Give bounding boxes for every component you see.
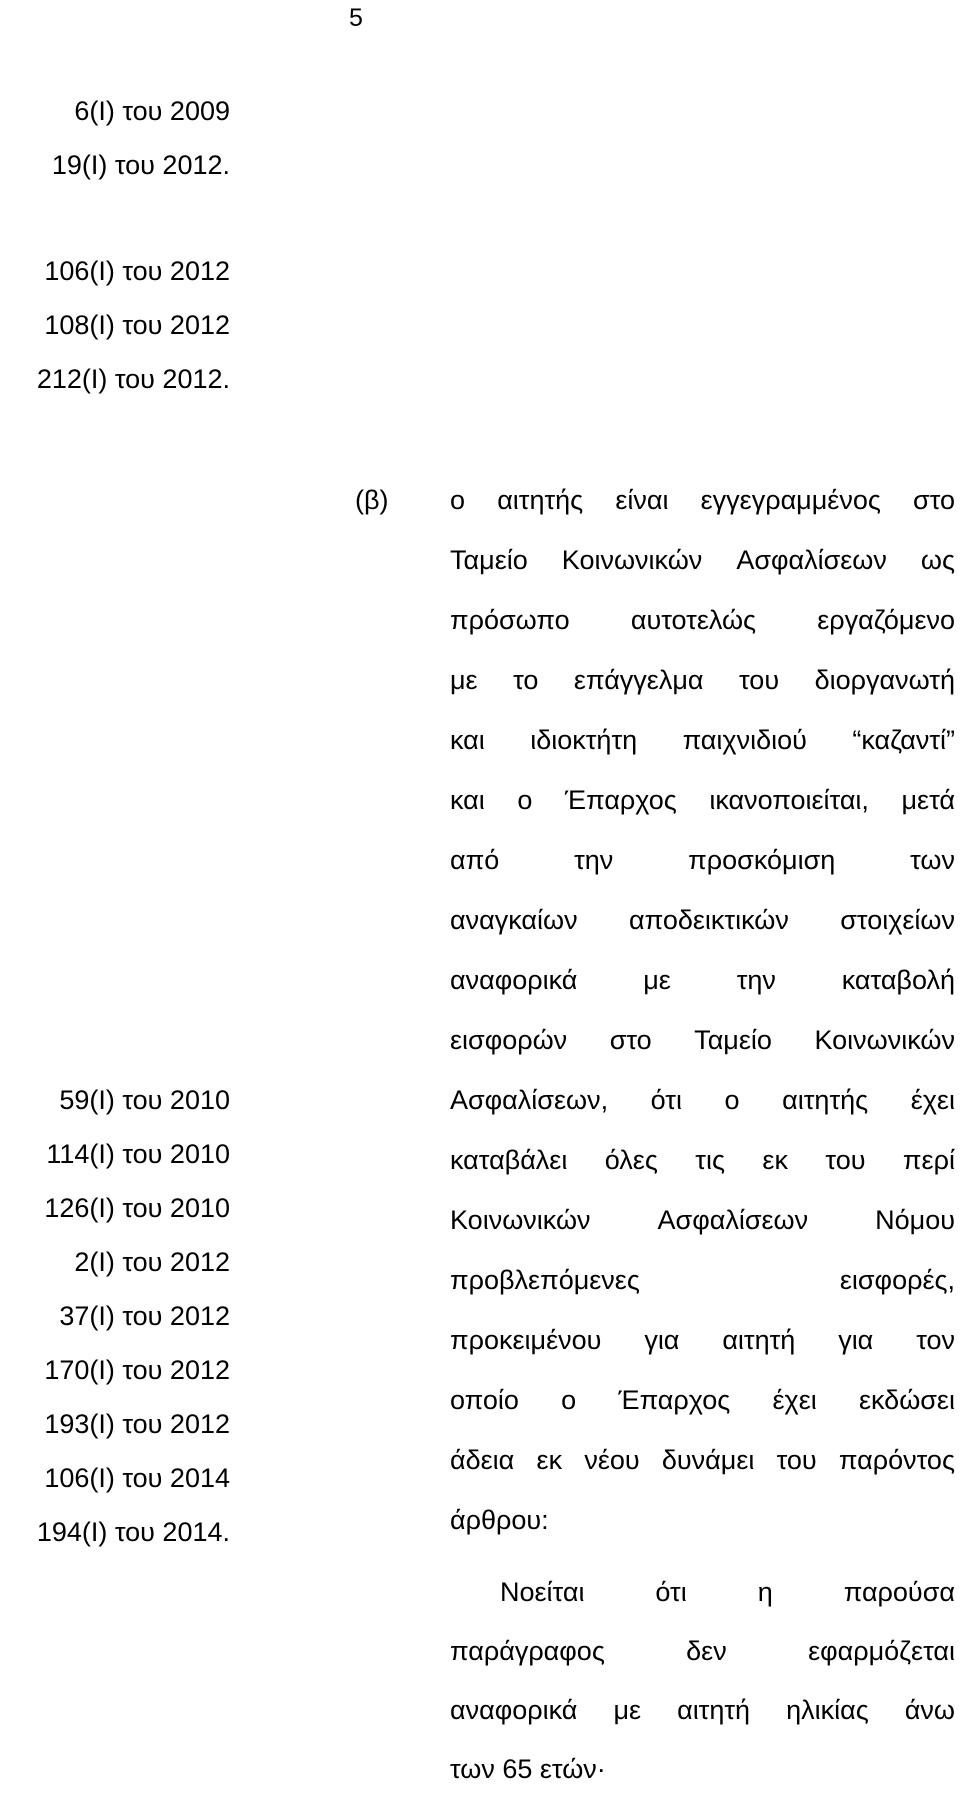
law-reference: 108(I) του 2012: [44, 310, 230, 340]
text-line: πρόσωπο αυτοτελώς εργαζόμενο: [450, 605, 955, 635]
law-reference: 170(I) του 2012: [44, 1355, 230, 1385]
law-reference: 106(I) του 2012: [44, 256, 230, 286]
law-reference: 193(I) του 2012: [44, 1409, 230, 1439]
law-reference: 2(I) του 2012: [74, 1247, 230, 1277]
text-line: Ταμείο Κοινωνικών Ασφαλίσεων ως: [450, 545, 955, 575]
law-reference: 126(I) του 2010: [44, 1193, 230, 1223]
text-line: οποίο ο Έπαρχος έχει εκδώσει: [450, 1385, 955, 1415]
paragraph-label: (β): [355, 485, 389, 515]
law-reference: 212(I) του 2012.: [36, 364, 230, 394]
text-line: εισφορών στο Ταμείο Κοινωνικών: [450, 1025, 955, 1055]
text-line: προβλεπόμενες εισφορές,: [450, 1265, 955, 1295]
margin-references-bottom: [0, 1073, 230, 1559]
text-line: άρθρου:: [450, 1505, 549, 1535]
text-line: αναφορικά με την καταβολή: [450, 965, 955, 995]
text-line: παράγραφος δεν εφαρμόζεται: [450, 1636, 955, 1666]
law-reference: 19(I) του 2012.: [51, 150, 230, 180]
text-line: Νοείται ότι η παρούσα: [500, 1577, 955, 1607]
proviso-text: [450, 1563, 955, 1799]
page-number: 5: [349, 4, 363, 32]
text-line: προκειμένου για αιτητή για τον: [450, 1325, 955, 1355]
text-line: και ο Έπαρχος ικανοποιείται, μετά: [450, 785, 955, 815]
text-line: αναγκαίων αποδεικτικών στοιχείων: [450, 905, 955, 935]
law-reference: 114(I) του 2010: [46, 1139, 230, 1169]
text-line: των 65 ετών·: [450, 1754, 606, 1784]
law-reference: 106(I) του 2014: [44, 1463, 230, 1493]
margin-references-middle: [0, 244, 230, 406]
text-line: και ιδιοκτήτη παιχνιδιού “καζαντί”: [450, 725, 955, 755]
text-line: αναφορικά με αιτητή ηλικίας άνω: [450, 1695, 955, 1725]
law-reference: 37(I) του 2012: [59, 1301, 230, 1331]
text-line: καταβάλει όλες τις εκ του περί: [450, 1145, 955, 1175]
law-reference: 6(I) του 2009: [74, 96, 230, 126]
text-line: με το επάγγελμα του διοργανωτή: [450, 665, 955, 695]
text-line: ο αιτητής είναι εγγεγραμμένος στο: [450, 485, 955, 515]
text-line: από την προσκόμιση των: [450, 845, 955, 875]
law-reference: 59(I) του 2010: [59, 1085, 230, 1115]
law-reference: 194(I) του 2014.: [36, 1517, 230, 1547]
margin-references-top: [0, 84, 230, 192]
text-line: Ασφαλίσεων, ότι ο αιτητής έχει: [450, 1085, 955, 1115]
paragraph-b-text: [450, 470, 955, 1550]
text-line: άδεια εκ νέου δυνάμει του παρόντος: [450, 1445, 955, 1475]
text-line: Κοινωνικών Ασφαλίσεων Νόμου: [450, 1205, 955, 1235]
